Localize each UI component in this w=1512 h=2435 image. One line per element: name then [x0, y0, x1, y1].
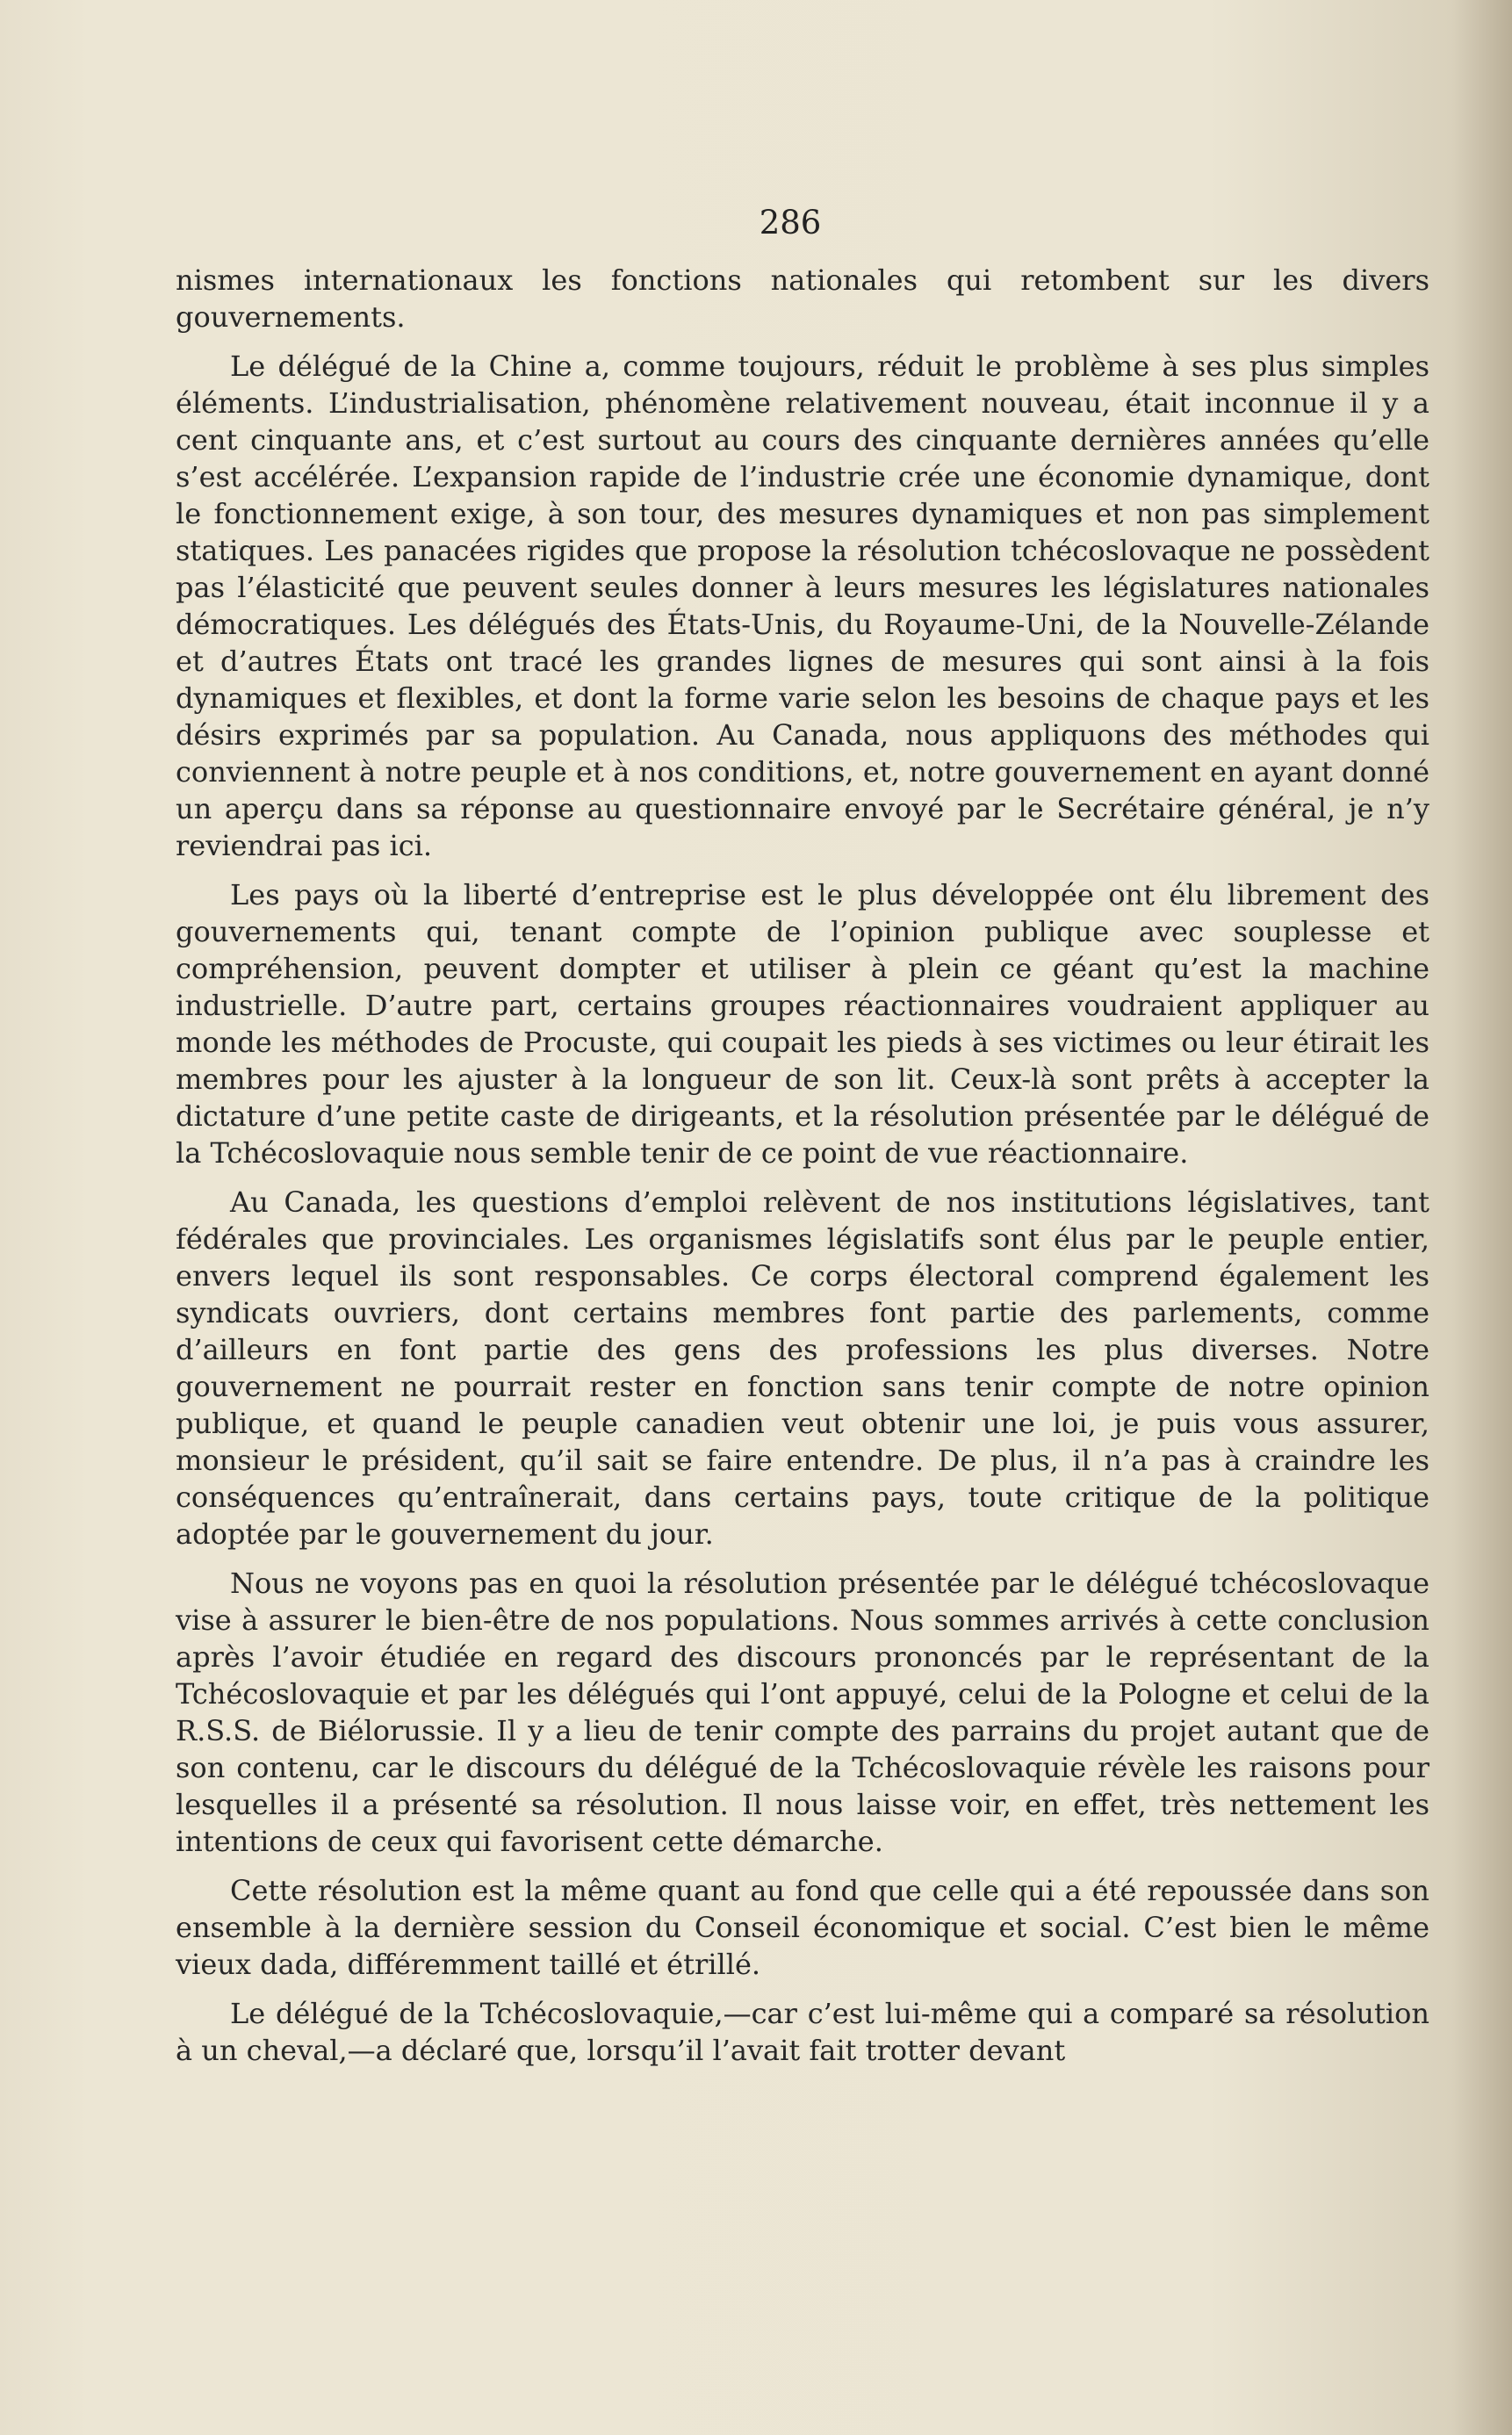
paragraph: Les pays où la liberté d’entreprise est le plus développée ont élu librement des gouvernements qui, tenant compte de l’opinion publique avec souplesse et compréhension, peuvent dompter et utiliser à plein ce géant qu’est la machine industrielle. D’autre part, certains groupes réactionnaires voudraient appliquer au monde les méthodes de Procuste, qui coupait les pieds à ses victimes ou leur étirait les membres pour les ajuster à la longueur de son lit. Ceux-là sont prêts à accepter la dictature d’une petite caste de dirigeants, et la résolution présentée par le délégué de la Tchécoslovaquie nous semble tenir de ce point de vue réactionnaire.: [176, 878, 1429, 1170]
paragraph: Au Canada, les questions d’emploi relèvent de nos institutions législatives, tant fédérales que provinciales. Les organismes législatifs sont élus par le peuple entier, envers lequel ils sont responsables. Ce corps électoral comprend également les syndicats ouvriers, dont certains membres font partie des parlements, comme d’ailleurs en font partie des gens des professions les plus diverses. Notre gouvernement ne pourrait rester en fonction sans tenir compte de notre opinion publique, et quand le peuple canadien veut obtenir une loi, je puis vous assurer, monsieur le président, qu’il sait se faire entendre. De plus, il n’a pas à craindre les conséquences qu’entraînerait, dans certains pays, toute critique de la politique adoptée par le gouvernement du jour.: [176, 1185, 1429, 1551]
paragraph: nismes internationaux les fonctions nationales qui retombent sur les divers gouvernements.: [176, 263, 1429, 334]
page-number: 286: [759, 204, 822, 241]
paragraph: Cette résolution est la même quant au fond que celle qui a été repoussée dans son ensemble à la dernière session du Conseil économique et social. C’est bien le même vieux dada, différemment taillé et étrillé.: [176, 1874, 1429, 1981]
body-text: [176, 262, 1429, 2081]
paragraph: Le délégué de la Chine a, comme toujours, réduit le problème à ses plus simples éléments. L’industrialisation, phénomène relativement nouveau, était inconnue il y a cent cinquante ans, et c’est surtout au cours des cinquante dernières années qu’elle s’est accélérée. L’expansion rapide de l’industrie crée une économie dynamique, dont le fonctionnement exige, à son tour, des mesures dynamiques et non pas simplement statiques. Les panacées rigides que propose la résolution tchécoslovaque ne possèdent pas l’élasticité que peuvent seules donner à leurs mesures les législatures nationales démocratiques. Les délégués des États-Unis, du Royaume-Uni, de la Nouvelle-Zélande et d’autres États ont tracé les grandes lignes de mesures qui sont ainsi à la fois dynamiques et flexibles, et dont la forme varie selon les besoins de chaque pays et les désirs exprimés par sa population. Au Canada, nous appliquons des méthodes qui conviennent à notre peuple et à nos conditions, et, notre gouvernement en ayant donné un aperçu dans sa réponse au questionnaire envoyé par le Secrétaire général, je n’y reviendrai pas ici.: [176, 349, 1429, 862]
paragraph: Nous ne voyons pas en quoi la résolution présentée par le délégué tchécoslovaque vise à assurer le bien-être de nos populations. Nous sommes arrivés à cette conclusion après l’avoir étudiée en regard des discours prononcés par le représentant de la Tchécoslovaquie et par les délégués qui l’ont appuyé, celui de la Pologne et celui de la R.S.S. de Biélorussie. Il y a lieu de tenir compte des parrains du projet autant que de son contenu, car le discours du délégué de la Tchécoslovaquie révèle les raisons pour lesquelles il a présenté sa résolution. Il nous laisse voir, en effet, très nettement les intentions de ceux qui favorisent cette démarche.: [176, 1567, 1429, 1858]
paragraph: Le délégué de la Tchécoslovaquie,—car c’est lui-même qui a comparé sa résolution à un cheval,—a déclaré que, lorsqu’il l’avait fait trotter devant: [176, 1997, 1429, 2067]
